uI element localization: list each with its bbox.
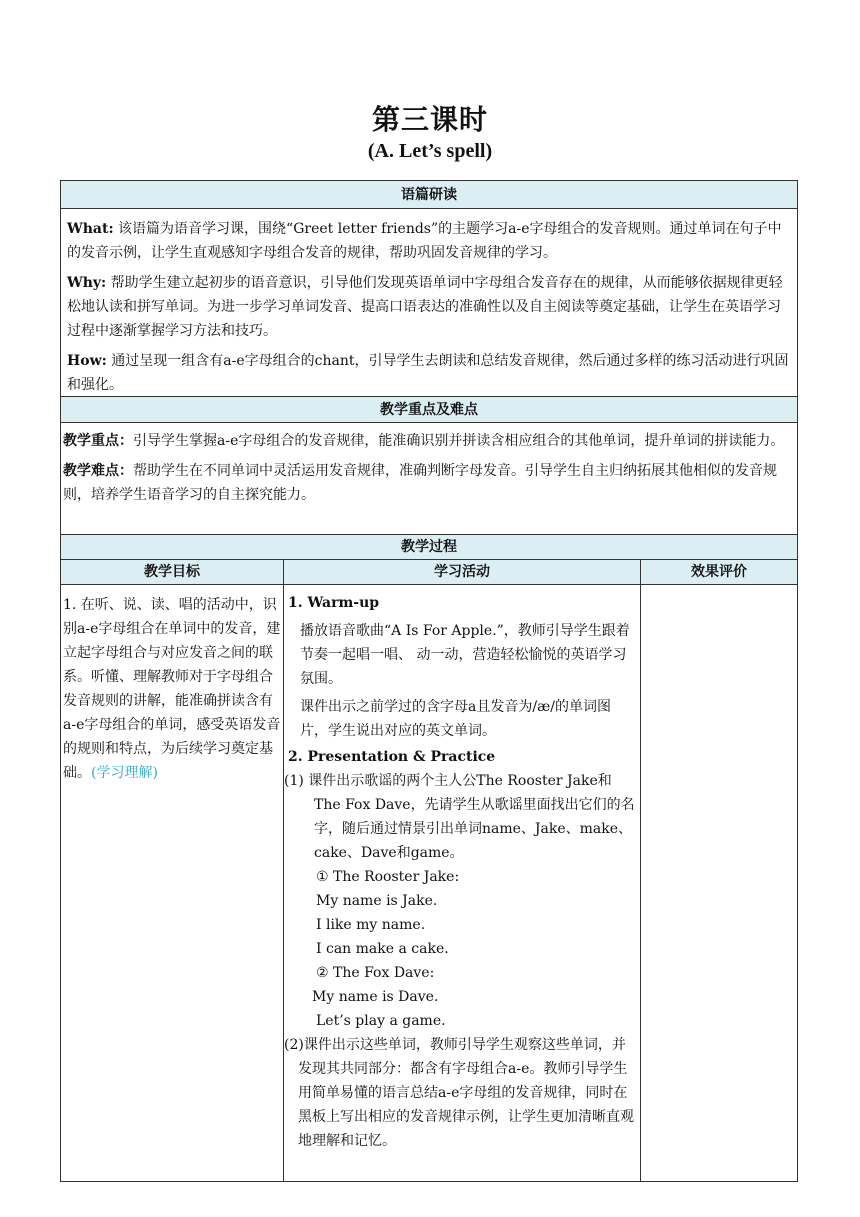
difficulty-text: 帮助学生在不同单词中灵活运用发音规律，准确判断字母发音。引导学生自主归纳拓展其他相似的发音规则，培养学生语音学习的自主探究能力。 bbox=[63, 463, 777, 503]
goal-text: 1. 在听、说、读、唱的活动中，识别a-e字母组合在单词中的发音，建立起字母组合与对应发音之间的联系。听懂、理解教师对于字母组合发音规则的讲解，能准确拼读含有a-e字母组合的单词，感受英语发音的规则和特点，为后续学习奠定基础。 bbox=[63, 597, 281, 781]
column-header-activity: 学习活动 bbox=[284, 560, 641, 584]
rooster-line: I like my name. bbox=[316, 917, 426, 933]
what-label: What: bbox=[67, 221, 114, 237]
why-text: 帮助学生建立起初步的语音意识，引导他们发现英语单词中字母组合发音存在的规律，从而能够依据规律更轻松地认读和拼写单词。为进一步学习单词发音、提高口语表达的准确性以及自主阅读等奠定基础，让学生在英语学习过程中逐渐掌握学习方法和技巧。 bbox=[67, 275, 783, 339]
activity-cell bbox=[284, 585, 641, 1181]
section-heading-reading-study: 语篇研读 bbox=[61, 181, 797, 209]
warmup-title: 1. Warm-up bbox=[288, 595, 380, 611]
presentation-title: 2. Presentation & Practice bbox=[288, 749, 496, 765]
why-paragraph bbox=[67, 271, 791, 343]
goal-tag: (学习理解) bbox=[91, 765, 158, 781]
difficulty-label: 教学难点： bbox=[63, 463, 133, 479]
fox-line: My name is Dave. bbox=[312, 989, 439, 1005]
page-subtitle: (A. Let’s spell) bbox=[367, 140, 493, 162]
rooster-line: I can make a cake. bbox=[316, 941, 449, 957]
column-header-goal: 教学目标 bbox=[61, 560, 284, 584]
warmup-paragraph-1: 播放语音歌曲“A Is For Apple.”，教师引导学生跟着节奏一起唱一唱、 动一动，营造轻松愉悦的英语学习氛围。 bbox=[300, 623, 630, 687]
key-points-content bbox=[61, 423, 797, 535]
how-paragraph bbox=[67, 349, 791, 397]
fox-line: Let’s play a game. bbox=[316, 1013, 446, 1029]
lesson-plan-table bbox=[60, 180, 798, 1182]
warmup-paragraph-2: 课件出示之前学过的含字母a且发音为/æ/的单词图片，学生说出对应的英文单词。 bbox=[300, 699, 611, 739]
step-1-paragraph: (1) 课件出示歌谣的两个主人公The Rooster Jake和The Fox Dave，先请学生从歌谣里面找出它们的名字，随后通过情景引出单词name、Jake、make、cake、Dave和game。 bbox=[284, 773, 635, 861]
step-2-paragraph: (2)课件出示这些单词，教师引导学生观察这些单词，并发现其共同部分：都含有字母组合a-e。教师引导学生用简单易懂的语言总结a-e字母组的发音规律，同时在黑板上写出相应的发音规律示例，让学生更加清晰直观地理解和记忆。 bbox=[284, 1037, 634, 1149]
section-heading-process: 教学过程 bbox=[61, 535, 797, 560]
what-paragraph bbox=[67, 217, 791, 265]
fox-title: ② The Fox Dave: bbox=[316, 965, 435, 981]
process-column-headers bbox=[61, 560, 797, 585]
process-body-row bbox=[61, 585, 797, 1181]
difficulty-paragraph bbox=[63, 459, 795, 507]
page-title: 第三课时 bbox=[371, 103, 488, 136]
evaluation-cell bbox=[641, 585, 797, 1181]
section-heading-key-points: 教学重点及难点 bbox=[61, 397, 797, 423]
rooster-title: ① The Rooster Jake: bbox=[316, 869, 460, 885]
why-label: Why: bbox=[67, 275, 107, 291]
rooster-line: My name is Jake. bbox=[316, 893, 438, 909]
column-header-evaluation: 效果评价 bbox=[641, 560, 797, 584]
goal-cell bbox=[61, 585, 284, 1181]
focus-text: 引导学生掌握a-e字母组合的发音规律，能准确识别并拼读含相应组合的其他单词，提升单词的拼读能力。 bbox=[133, 433, 785, 449]
how-label: How: bbox=[67, 353, 107, 369]
focus-paragraph bbox=[63, 429, 795, 453]
reading-study-content bbox=[61, 209, 797, 397]
how-text: 通过呈现一组含有a-e字母组合的chant，引导学生去朗读和总结发音规律，然后通过多样的练习活动进行巩固和强化。 bbox=[67, 353, 789, 393]
what-text: 该语篇为语音学习课，围绕“Greet letter friends”的主题学习a-e字母组合的发音规则。通过单词在句子中的发音示例，让学生直观感知字母组合发音的规律，帮助巩固发音规律的学习。 bbox=[67, 221, 782, 261]
focus-label: 教学重点： bbox=[63, 433, 133, 449]
